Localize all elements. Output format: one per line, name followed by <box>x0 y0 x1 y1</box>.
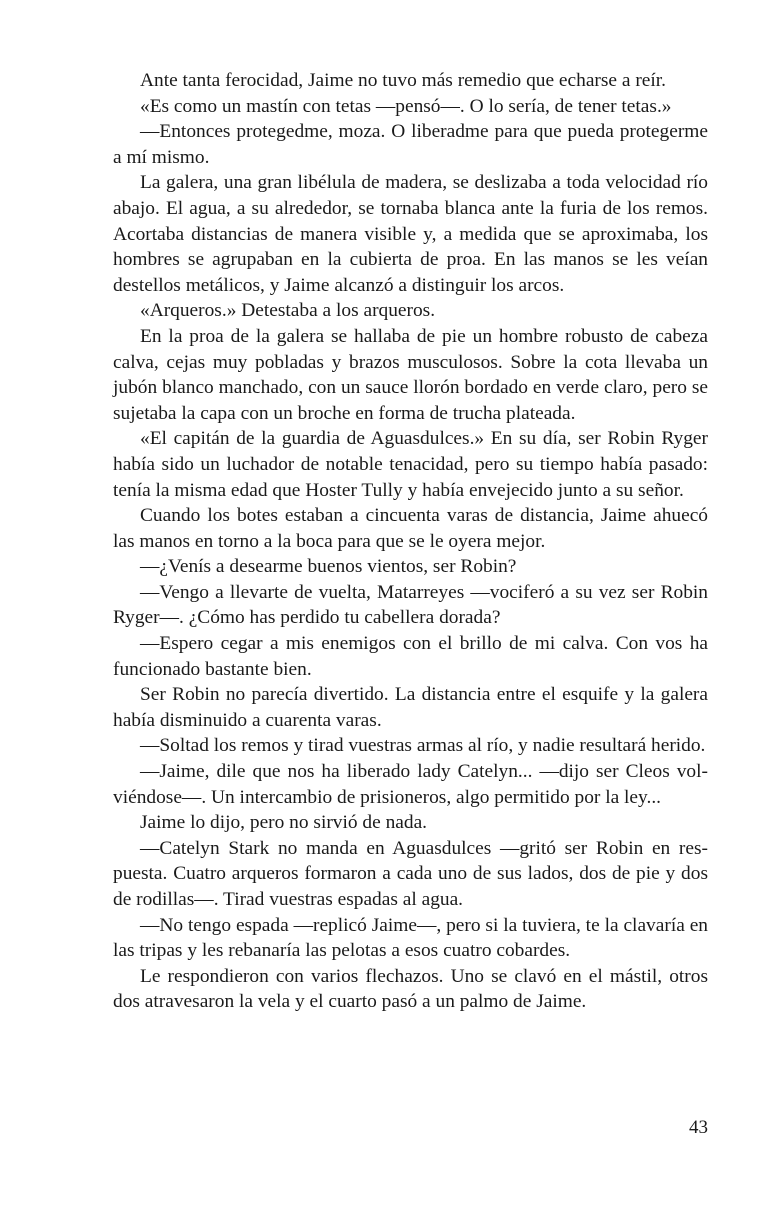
paragraph: —Catelyn Stark no manda en Aguasdulces —gritó ser Robin en respuesta. Cuatro arqueros formaron a cada uno de sus lados, dos de pie y dos de rodillas—. Tirad vuestras espadas al agua. <box>113 837 708 910</box>
paragraph: —¿Venís a desearme buenos vientos, ser Robin? <box>140 556 517 578</box>
paragraph: La galera, una gran libélula de madera, se deslizaba a toda velocidad río abajo. El agua, a su alrededor, se tornaba blanca ante la furia de los remos. Acortaba distancias de manera visible y, a medida que se aproximaba, los hombres se agrupaban en la cubierta de proa. En las manos se les veían destellos metálicos, y Jaime alcanzó a distinguir los arcos. <box>113 172 708 296</box>
body-text <box>113 68 708 1015</box>
paragraph: —Soltad los remos y tirad vuestras armas al río, y nadie resultará herido. <box>140 735 706 757</box>
paragraph: «El capitán de la guardia de Aguasdulces.» En su día, ser Robin Ryger había sido un luchador de notable tenacidad, pero su tiempo había pasado: tenía la misma edad que Hoster Tully y había envejecido junto a su señor. <box>113 428 708 501</box>
paragraph: Le respondieron con varios flechazos. Uno se clavó en el mástil, otros dos atravesaron la vela y el cuarto pasó a un palmo de Jaime. <box>113 965 708 1013</box>
paragraph: Jaime lo dijo, pero no sirvió de nada. <box>140 812 428 834</box>
paragraph: —Vengo a llevarte de vuelta, Matarreyes —vociferó a su vez ser Robin Ryger—. ¿Cómo has perdido tu cabellera dorada? <box>113 581 708 629</box>
paragraph: Cuando los botes estaban a cincuenta varas de distancia, Jaime ahuecó las manos en torno a la boca para que se le oyera mejor. <box>113 505 708 552</box>
paragraph: —No tengo espada —replicó Jaime—, pero si la tuviera, te la clavaría en las tripas y les rebanaría las pelotas a esos cuatro cobardes. <box>113 914 708 962</box>
paragraph: Ante tanta ferocidad, Jaime no tuvo más remedio que echarse a reír. <box>140 70 667 91</box>
paragraph: «Es como un mastín con tetas —pensó—. O lo sería, de tener tetas.» <box>140 95 672 117</box>
paragraph: En la proa de la galera se hallaba de pie un hombre robusto de cabeza calva, cejas muy pobladas y brazos musculosos. Sobre la cota llevaba un jubón blanco manchado, con un sauce llorón bordado en verde claro, pero se sujetaba la capa con un broche en forma de trucha plateada. <box>113 325 708 424</box>
paragraph: Ser Robin no parecía divertido. La distancia entre el esquife y la galera había disminuido a cuarenta varas. <box>113 684 708 731</box>
paragraph: —Jaime, dile que nos ha liberado lady Catelyn... —dijo ser Cleos volviéndose—. Un intercambio de prisioneros, algo permitido por la ley... <box>113 761 708 808</box>
paragraph: —Entonces protegedme, moza. O liberadme para que pueda protegerme a mí mismo. <box>113 121 708 168</box>
paragraph: —Espero cegar a mis enemigos con el brillo de mi calva. Con vos ha funcionado bastante bien. <box>113 633 708 680</box>
page-number: 43 <box>689 1117 708 1138</box>
paragraph: «Arqueros.» Detestaba a los arqueros. <box>140 300 436 322</box>
